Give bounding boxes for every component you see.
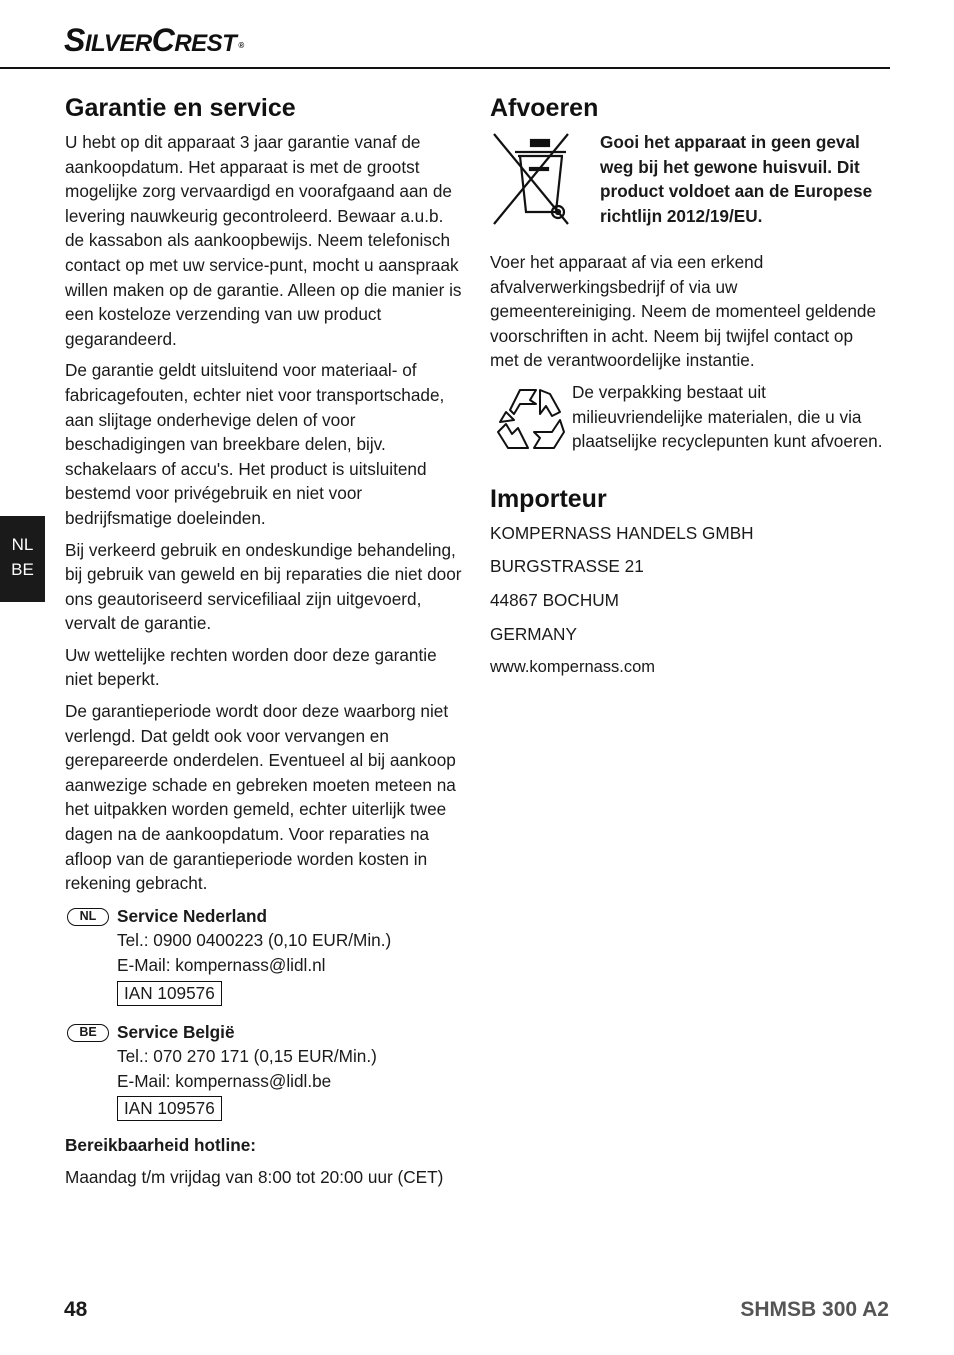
- service-phone: Tel.: 0900 0400223 (0,10 EUR/Min.): [117, 930, 392, 951]
- service-block-be: [65, 1020, 465, 1122]
- service-name: Service België: [117, 1021, 235, 1042]
- service-email: E-Mail: kompernass@lidl.nl: [117, 955, 326, 975]
- importer-company: KOMPERNASS HANDELS GMBH: [490, 522, 754, 543]
- ian-box: IAN 109576: [117, 981, 222, 1006]
- service-block-nl: [65, 904, 465, 1006]
- disposal-paragraph: Voer het apparaat af via een erkend afvalverwerkingsbedrijf of via uw gemeentereiniging. Neem de momenteel geldende voorschriften in acht. Neem bij twijfel contact op met de verantwoordelijke instantie.: [490, 252, 877, 371]
- recycle-text: De verpakking bestaat uit milieuvriendelijke materialen, die u via plaatselijke recyclepunten kunt afvoeren.: [572, 381, 883, 452]
- service-phone: Tel.: 070 270 171 (0,15 EUR/Min.): [117, 1046, 377, 1067]
- importer-website: www.kompernass.com: [490, 658, 656, 677]
- importer-heading: Importeur: [490, 484, 607, 513]
- importer-street: BURGSTRASSE 21: [490, 556, 644, 577]
- language-tab: NL BE: [0, 516, 45, 602]
- warranty-paragraph: Bij verkeerd gebruik en ondeskundige behandeling, bij gebruik van geweld en bij reparaties die niet door ons geautoriseerd servicefiliaal zijn uitgevoerd, vervalt de garantie.: [65, 539, 462, 634]
- page-number: 48: [64, 1298, 88, 1321]
- model-number: SHMSB 300 A2: [740, 1298, 889, 1321]
- disposal-heading: Afvoeren: [490, 94, 599, 122]
- brand-logo: SILVERCREST ®: [64, 22, 244, 58]
- header-divider: [0, 67, 890, 69]
- disposal-warning: Gooi het apparaat in geen geval weg bij het gewone huisvuil. Dit product voldoet aan de Europese richtlijn 2012/19/EU.: [600, 132, 873, 226]
- warranty-column: [65, 92, 465, 1197]
- hotline-text: Maandag t/m vrijdag van 8:00 tot 20:00 uur (CET): [65, 1166, 444, 1187]
- importer-country: GERMANY: [490, 623, 577, 644]
- warranty-paragraph: De garantieperiode wordt door deze waarborg niet verlengd. Dat geldt ook voor vervangen en gerepareerde onderdelen. Eventueel al bij aankoop aanwezige schade en gebreken moeten meteen na het uitpakken worden gemeld, echter uiterlijk twee dagen na de aankoopdatum. Voor reparaties na afloop van de garantieperiode worden kosten in rekening gebracht.: [65, 701, 456, 894]
- be-badge: BE: [67, 1024, 109, 1042]
- crossed-out-bin-icon: [490, 130, 600, 240]
- service-name: Service Nederland: [117, 905, 267, 926]
- recycle-icon: [490, 380, 572, 456]
- nl-badge: NL: [67, 908, 109, 926]
- importer-city: 44867 BOCHUM: [490, 589, 619, 610]
- warranty-paragraph: De garantie geldt uitsluitend voor materiaal- of fabricagefouten, echter niet voor transportschade, aan slijtage onderhevige delen of voor beschadigingen van breekbare delen, bijv. schakelaars of accu's. Het product is uitsluitend bestemd voor privégebruik en niet voor bedrijfsmatige doeleinden.: [65, 360, 445, 528]
- disposal-column: [490, 92, 886, 679]
- warranty-heading: Garantie en service: [65, 94, 296, 122]
- service-email: E-Mail: kompernass@lidl.be: [117, 1070, 332, 1091]
- ian-box: IAN 109576: [117, 1096, 222, 1121]
- hotline-title: Bereikbaarheid hotline:: [65, 1135, 257, 1156]
- warranty-intro-emphasis: Neem telefonisch contact op met uw service-punt, mocht u aanspraak willen maken op de garantie. Alleen op die manier is een kosteloze verzending van uw product gegarandeerd.: [65, 230, 462, 349]
- warranty-paragraph: Uw wettelijke rechten worden door deze garantie niet beperkt.: [65, 644, 437, 690]
- warranty-intro: U hebt op dit apparaat 3 jaar garantie vanaf de aankoopdatum. Het apparaat is met de grootst mogelijke zorg vervaardigd en voorafgaand aan de levering nauwkeurig gecontroleerd. Bewaar a.u.b. de kassabon als aankoopbewijs. Neem telefonisch contact op met uw service-punt, mocht u aanspraak willen maken op de garantie. Alleen op die manier is een kosteloze verzending van uw product gegarandeerd.: [65, 132, 462, 349]
